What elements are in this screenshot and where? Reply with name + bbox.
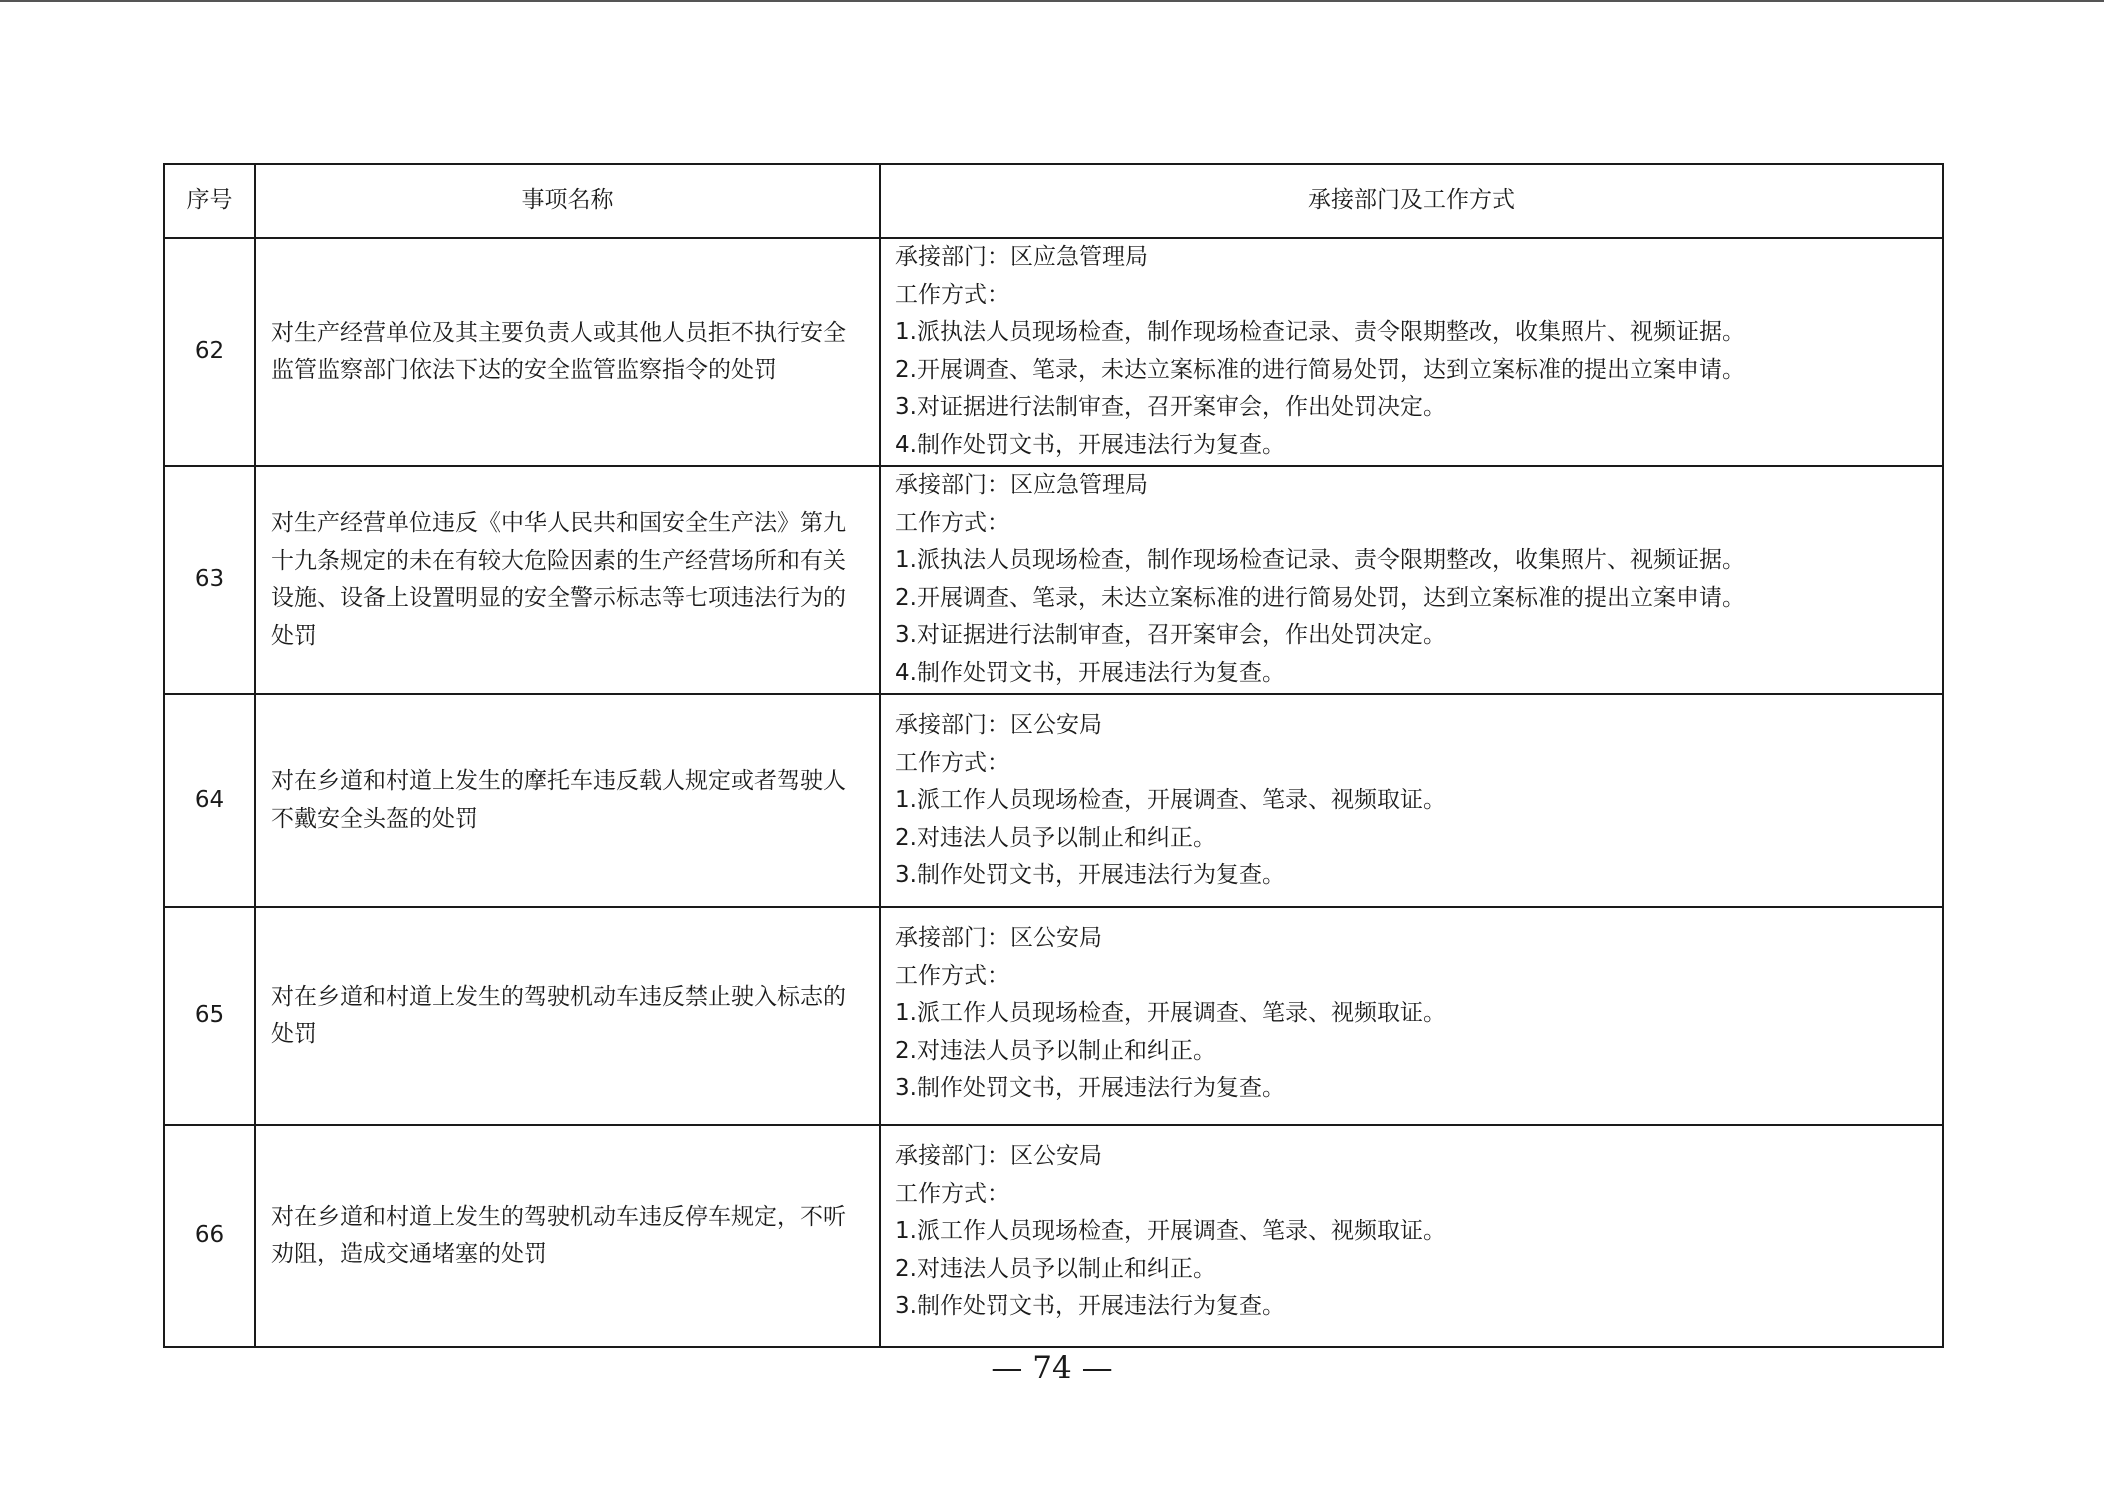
page-number: — 74 — [991, 1350, 1113, 1386]
method-step: 2.对违法人员予以制止和纠正。 [895, 1255, 1216, 1282]
row-seq: 66 [164, 1125, 255, 1347]
table-body [164, 238, 1943, 1347]
method-step: 1.派工作人员现场检查，开展调查、笔录、视频取证。 [895, 1218, 1446, 1244]
row-dept-method [880, 238, 1943, 466]
row-dept-method [880, 1125, 1943, 1347]
dept-line: 承接部门：区公安局 [895, 1143, 1102, 1169]
method-label: 工作方式： [895, 1180, 1010, 1207]
method-step: 2.对违法人员予以制止和纠正。 [895, 1037, 1216, 1064]
row-seq: 63 [164, 466, 255, 694]
method-step: 4.制作处罚文书，开展违法行为复查。 [895, 659, 1285, 686]
method-label: 工作方式： [895, 962, 1010, 989]
row-dept-method [880, 466, 1943, 694]
row-item-name: 对生产经营单位及其主要负责人或其他人员拒不执行安全监管监察部门依法下达的安全监管监察指令的处罚 [255, 238, 880, 466]
method-step: 2.开展调查、笔录，未达立案标准的进行简易处罚，达到立案标准的提出立案申请。 [895, 584, 1745, 611]
row-seq: 62 [164, 238, 255, 466]
method-step: 1.派执法人员现场检查，制作现场检查记录、责令限期整改，收集照片、视频证据。 [895, 319, 1745, 345]
method-step: 3.对证据进行法制审查，召开案审会，作出处罚决定。 [895, 394, 1446, 420]
header-item-name: 事项名称 [255, 164, 880, 238]
method-label: 工作方式： [895, 749, 1010, 776]
header-seq: 序号 [164, 164, 255, 238]
row-item-name: 对生产经营单位违反《中华人民共和国安全生产法》第九十九条规定的未在有较大危险因素的生产经营场所和有关设施、设备上设置明显的安全警示标志等七项违法行为的处罚 [255, 466, 880, 694]
method-step: 3.制作处罚文书，开展违法行为复查。 [895, 1293, 1285, 1319]
method-label: 工作方式： [895, 281, 1010, 308]
table-row [164, 466, 1943, 694]
row-seq: 64 [164, 694, 255, 907]
row-dept-method [880, 694, 1943, 907]
dept-line: 承接部门：区公安局 [895, 925, 1102, 951]
dept-line: 承接部门：区应急管理局 [895, 244, 1148, 270]
method-step: 1.派执法人员现场检查，制作现场检查记录、责令限期整改，收集照片、视频证据。 [895, 547, 1745, 573]
dept-line: 承接部门：区公安局 [895, 712, 1102, 738]
header-row [164, 164, 1943, 238]
method-step: 3.对证据进行法制审查，召开案审会，作出处罚决定。 [895, 622, 1446, 648]
method-step: 3.制作处罚文书，开展违法行为复查。 [895, 1075, 1285, 1101]
table-row [164, 238, 1943, 466]
row-item-name: 对在乡道和村道上发生的驾驶机动车违反禁止驶入标志的处罚 [255, 907, 880, 1125]
page-top-border [0, 0, 2104, 2]
table-header [164, 164, 1943, 238]
method-step: 4.制作处罚文书，开展违法行为复查。 [895, 431, 1285, 458]
table-row [164, 1125, 1943, 1347]
row-item-name: 对在乡道和村道上发生的摩托车违反载人规定或者驾驶人不戴安全头盔的处罚 [255, 694, 880, 907]
items-table [163, 163, 1944, 1348]
table-row [164, 694, 1943, 907]
row-item-name: 对在乡道和村道上发生的驾驶机动车违反停车规定，不听劝阻，造成交通堵塞的处罚 [255, 1125, 880, 1347]
method-step: 1.派工作人员现场检查，开展调查、笔录、视频取证。 [895, 1000, 1446, 1026]
method-step: 2.开展调查、笔录，未达立案标准的进行简易处罚，达到立案标准的提出立案申请。 [895, 356, 1745, 383]
row-seq: 65 [164, 907, 255, 1125]
method-step: 2.对违法人员予以制止和纠正。 [895, 824, 1216, 851]
header-dept-method: 承接部门及工作方式 [880, 164, 1943, 238]
table-row [164, 907, 1943, 1125]
method-step: 1.派工作人员现场检查，开展调查、笔录、视频取证。 [895, 787, 1446, 813]
method-label: 工作方式： [895, 509, 1010, 536]
row-dept-method [880, 907, 1943, 1125]
dept-line: 承接部门：区应急管理局 [895, 472, 1148, 498]
method-step: 3.制作处罚文书，开展违法行为复查。 [895, 862, 1285, 888]
